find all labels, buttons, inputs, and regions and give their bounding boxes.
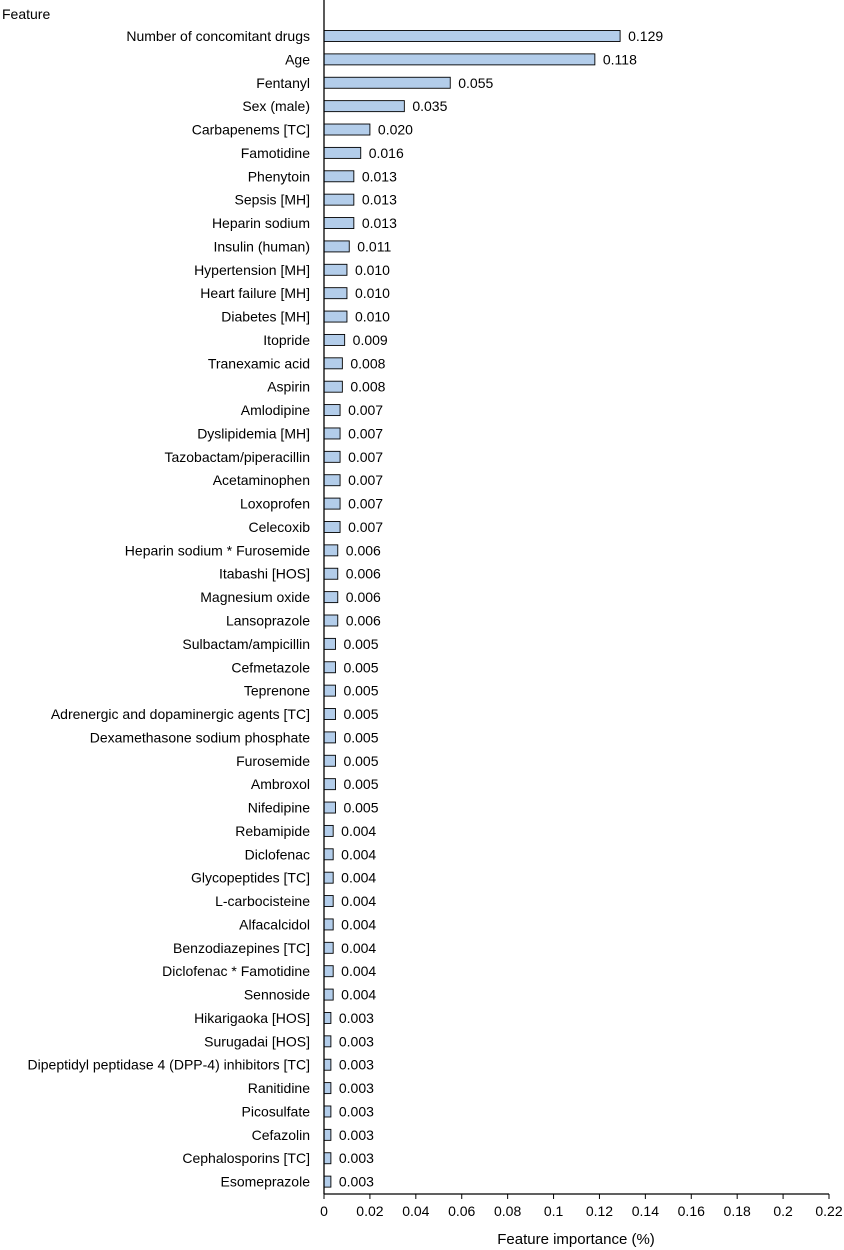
feature-label: Insulin (human) [213,238,310,255]
value-label: 0.055 [458,74,494,91]
y-axis-title: Feature [2,6,51,22]
feature-label: Picosulfate [241,1103,310,1120]
bar [324,428,340,439]
value-label: 0.006 [345,612,381,629]
bar [324,1059,331,1070]
feature-label: Hypertension [MH] [194,261,310,278]
value-label: 0.118 [602,51,637,68]
bar [324,1129,331,1140]
value-label: 0.007 [348,425,384,442]
x-tick-label: 0.12 [585,1203,614,1219]
bar [324,241,349,252]
value-label: 0.013 [361,168,397,185]
value-label: 0.004 [341,869,377,886]
feature-label: Carbapenems [TC] [191,121,310,138]
bar [324,568,338,579]
feature-label: Phenytoin [247,168,310,185]
value-label: 0.007 [348,402,384,419]
value-label: 0.010 [354,308,390,325]
value-label: 0.004 [341,822,377,839]
bar [324,194,354,205]
value-label: 0.003 [338,1126,374,1143]
value-label: 0.010 [354,285,390,302]
value-label: 0.006 [345,542,381,559]
bar [324,288,347,299]
feature-label: Ranitidine [247,1080,310,1097]
x-axis-title: Feature importance (%) [497,1231,655,1248]
bar [324,1153,331,1164]
feature-label: Tazobactam/piperacillin [164,448,310,465]
bar [324,896,333,907]
feature-label: Nifedipine [247,799,310,816]
feature-label: L-carbocisteine [215,893,310,910]
bar [324,685,335,696]
value-label: 0.003 [338,1103,374,1120]
x-tick-label: 0.06 [448,1203,476,1219]
feature-label: Hikarigaoka [HOS] [194,1009,310,1026]
feature-label: Dipeptidyl peptidase 4 (DPP-4) inhibitors [TC] [27,1056,310,1073]
value-label: 0.009 [352,331,388,348]
x-tick-label: 0.22 [815,1203,843,1219]
x-tick-label: 0.04 [402,1203,430,1219]
bar [324,147,361,158]
value-label: 0.007 [348,472,384,489]
feature-label: Amlodipine [240,402,310,419]
feature-label: Dyslipidemia [MH] [197,425,310,442]
value-label: 0.035 [412,98,448,115]
feature-label: Celecoxib [248,518,310,535]
feature-label: Esomeprazole [220,1173,310,1190]
value-label: 0.008 [350,355,386,372]
bar [324,825,333,836]
x-axis-ticks-group [320,1194,843,1219]
feature-label: Dexamethasone sodium phosphate [89,729,310,746]
feature-label: Famotidine [240,144,310,161]
bar [324,1012,331,1023]
feature-label: Furosemide [236,752,310,769]
bar [324,171,354,182]
bar [324,966,333,977]
bar [324,1036,331,1047]
value-label: 0.003 [338,1009,374,1026]
feature-label: Heparin sodium * Furosemide [124,542,310,559]
feature-label: Number of concomitant drugs [126,28,310,44]
bar [324,989,333,1000]
x-tick-label: 0.1 [543,1203,564,1219]
bar [324,101,404,112]
feature-label: Sennoside [243,986,310,1003]
feature-label: Sex (male) [242,98,310,115]
x-tick-label: 0.16 [677,1203,705,1219]
bar [324,545,338,556]
value-label: 0.003 [338,1080,374,1097]
value-label: 0.007 [348,518,384,535]
bar [324,849,333,860]
value-label: 0.005 [343,706,379,723]
bar [324,54,595,65]
bar [324,1176,331,1187]
bar [324,709,335,720]
feature-label: Cefazolin [251,1126,310,1143]
value-labels-group [339,28,663,1190]
feature-label: Cephalosporins [TC] [182,1150,310,1167]
value-label: 0.004 [341,893,377,910]
feature-label: Magnesium oxide [200,589,310,606]
bar [324,31,620,42]
feature-label: Tranexamic acid [207,355,310,372]
value-label: 0.013 [361,191,397,208]
value-label: 0.005 [343,729,379,746]
bar [324,405,340,416]
feature-label: Rebamipide [235,822,310,839]
value-label: 0.005 [343,799,379,816]
bar [324,381,342,392]
bar [324,662,335,673]
feature-label: Aspirin [267,378,310,395]
feature-label: Sulbactam/ampicillin [182,635,310,652]
feature-labels-group [28,28,311,1190]
feature-label: Acetaminophen [212,472,310,489]
feature-label: Adrenergic and dopaminergic agents [TC] [50,706,310,723]
value-label: 0.007 [348,448,384,465]
feature-label: Teprenone [243,682,310,699]
feature-label: Surugadai [HOS] [204,1033,310,1050]
bar [324,802,335,813]
value-label: 0.005 [343,682,379,699]
bar [324,615,338,626]
value-label: 0.003 [338,1150,374,1167]
bar [324,451,340,462]
bar [324,358,342,369]
value-label: 0.129 [628,28,664,44]
feature-label: Benzodiazepines [TC] [173,939,310,956]
feature-label: Itopride [263,331,310,348]
bar [324,592,338,603]
bar [324,1106,331,1117]
value-label: 0.011 [357,238,392,255]
value-label: 0.005 [343,659,379,676]
bar [324,1083,331,1094]
value-label: 0.003 [338,1033,374,1050]
bar [324,218,354,229]
value-label: 0.004 [341,939,377,956]
value-label: 0.003 [338,1173,374,1190]
value-label: 0.006 [345,589,381,606]
bar [324,919,333,930]
value-label: 0.010 [354,261,390,278]
value-label: 0.003 [338,1056,374,1073]
bar [324,942,333,953]
bar [324,334,345,345]
x-tick-label: 0.14 [631,1203,659,1219]
value-label: 0.016 [368,144,404,161]
feature-label: Ambroxol [250,776,310,793]
feature-label: Sepsis [MH] [234,191,310,208]
feature-label: Lansoprazole [225,612,310,629]
value-label: 0.005 [343,635,379,652]
value-label: 0.004 [341,963,377,980]
bar [324,872,333,883]
value-label: 0.008 [350,378,386,395]
bar [324,124,370,135]
feature-label: Loxoprofen [239,495,310,512]
bar [324,638,335,649]
feature-label: Age [285,51,310,68]
bar [324,77,450,88]
value-label: 0.006 [345,565,381,582]
x-tick-label: 0.02 [356,1203,384,1219]
feature-label: Heparin sodium [211,215,310,232]
x-tick-label: 0 [320,1203,328,1219]
feature-label: Alfacalcidol [239,916,310,933]
bar [324,264,347,275]
feature-label: Diclofenac [244,846,310,863]
bar [324,311,347,322]
value-label: 0.020 [377,121,413,138]
value-label: 0.007 [348,495,384,512]
value-label: 0.004 [341,986,377,1003]
value-label: 0.013 [361,215,397,232]
bar [324,732,335,743]
value-label: 0.005 [343,776,379,793]
feature-label: Cefmetazole [231,659,310,676]
feature-label: Glycopeptides [TC] [190,869,310,886]
bar [324,475,340,486]
value-label: 0.005 [343,752,379,769]
value-label: 0.004 [341,846,377,863]
feature-label: Diclofenac * Famotidine [162,963,310,980]
feature-label: Diabetes [MH] [221,308,310,325]
x-tick-label: 0.08 [494,1203,522,1219]
bar [324,779,335,790]
x-tick-label: 0.2 [773,1203,793,1219]
feature-label: Fentanyl [256,74,310,91]
bar [324,521,340,532]
feature-label: Heart failure [MH] [200,285,310,302]
bar [324,755,335,766]
x-tick-label: 0.18 [723,1203,751,1219]
bar [324,498,340,509]
value-label: 0.004 [341,916,377,933]
feature-label: Itabashi [HOS] [218,565,310,582]
